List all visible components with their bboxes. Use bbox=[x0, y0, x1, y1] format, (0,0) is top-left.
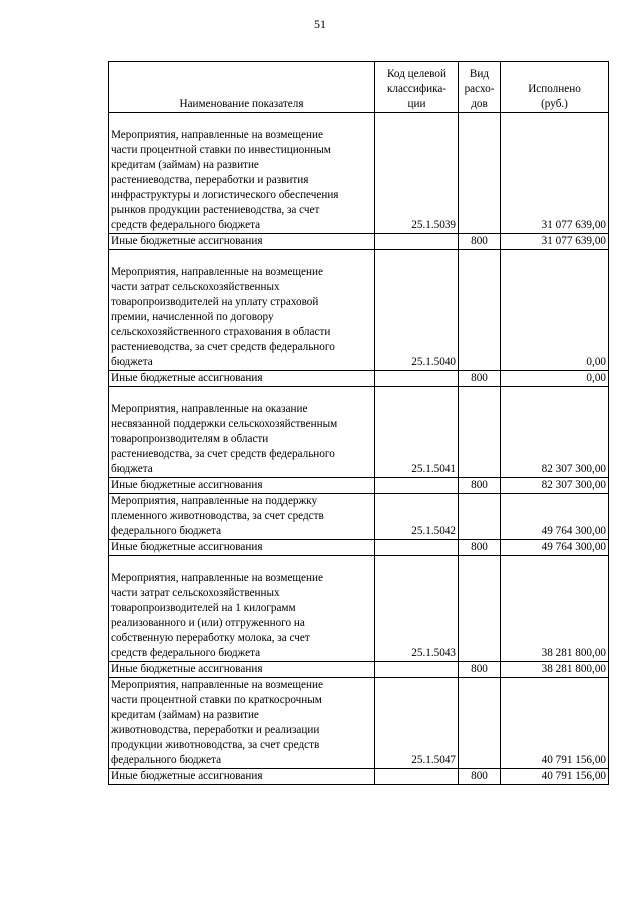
indicator-name-line: бюджета bbox=[111, 463, 153, 475]
indicator-name-line: Мероприятия, направленные на возмещение bbox=[111, 572, 323, 584]
target-code-cell bbox=[375, 662, 459, 678]
indicator-name-cell bbox=[109, 113, 375, 234]
indicator-name-line: средств федерального бюджета bbox=[111, 647, 261, 659]
indicator-name-line: части процентной ставки по инвестиционным bbox=[111, 144, 331, 156]
target-code-cell bbox=[375, 769, 459, 785]
target-code-cell: 25.1.5047 bbox=[375, 678, 459, 769]
indicator-name-line: Мероприятия, направленные на возмещение bbox=[111, 266, 323, 278]
indicator-name-line: собственную переработку молока, за счет bbox=[111, 632, 310, 644]
header-sum-line: (руб.) bbox=[541, 98, 568, 110]
indicator-name-line: товаропроизводителей на уплату страховой bbox=[111, 296, 319, 308]
table-header bbox=[109, 62, 609, 113]
target-code-cell: 25.1.5042 bbox=[375, 494, 459, 540]
header-name bbox=[109, 62, 375, 113]
header-code-line: Код целевой bbox=[387, 68, 446, 80]
indicator-name-line: части затрат сельскохозяйственных bbox=[111, 587, 280, 599]
executed-amount-cell: 82 307 300,00 bbox=[501, 478, 609, 494]
expense-type-cell: 800 bbox=[459, 234, 501, 250]
indicator-name-line: федерального бюджета bbox=[111, 525, 222, 537]
executed-amount-cell: 31 077 639,00 bbox=[501, 113, 609, 234]
indicator-name-line: продукции животноводства, за счет средств bbox=[111, 739, 320, 751]
measure-row bbox=[109, 678, 609, 769]
indicator-name-line: племенного животноводства, за счет средств bbox=[111, 510, 324, 522]
expense-type-cell: 800 bbox=[459, 478, 501, 494]
executed-amount-cell: 31 077 639,00 bbox=[501, 234, 609, 250]
indicator-name-cell bbox=[109, 478, 375, 494]
target-code-cell: 25.1.5040 bbox=[375, 250, 459, 371]
header-type bbox=[459, 62, 501, 113]
executed-amount-cell: 49 764 300,00 bbox=[501, 494, 609, 540]
executed-amount-cell: 38 281 800,00 bbox=[501, 556, 609, 662]
other-assignments-row bbox=[109, 662, 609, 678]
header-code-line: ции bbox=[407, 98, 426, 110]
budget-table bbox=[108, 61, 609, 785]
target-code-cell bbox=[375, 540, 459, 556]
measure-row bbox=[109, 556, 609, 662]
target-code-cell: 25.1.5041 bbox=[375, 387, 459, 478]
indicator-name-cell bbox=[109, 662, 375, 678]
indicator-name-cell bbox=[109, 769, 375, 785]
expense-type-cell bbox=[459, 678, 501, 769]
indicator-name-line: кредитам (займам) на развитие bbox=[111, 709, 259, 721]
expense-type-cell: 800 bbox=[459, 662, 501, 678]
expense-type-cell bbox=[459, 250, 501, 371]
header-sum-line: Исполнено bbox=[528, 83, 581, 95]
indicator-name-cell bbox=[109, 371, 375, 387]
indicator-name-line: рынков продукции растениеводства, за счет bbox=[111, 204, 320, 216]
target-code-cell bbox=[375, 234, 459, 250]
expense-type-cell bbox=[459, 387, 501, 478]
indicator-name-line: сельскохозяйственного страхования в области bbox=[111, 326, 331, 338]
header-name-line: Наименование показателя bbox=[179, 98, 304, 110]
indicator-name-line: Иные бюджетные ассигнования bbox=[111, 541, 263, 553]
other-assignments-row bbox=[109, 478, 609, 494]
indicator-name-cell bbox=[109, 540, 375, 556]
expense-type-cell: 800 bbox=[459, 371, 501, 387]
executed-amount-cell: 82 307 300,00 bbox=[501, 387, 609, 478]
indicator-name-line: Иные бюджетные ассигнования bbox=[111, 663, 263, 675]
target-code-cell bbox=[375, 478, 459, 494]
indicator-name-line: Мероприятия, направленные на оказание bbox=[111, 403, 308, 415]
executed-amount-cell: 38 281 800,00 bbox=[501, 662, 609, 678]
header-code bbox=[375, 62, 459, 113]
indicator-name-line: средств федерального бюджета bbox=[111, 219, 261, 231]
target-code-cell: 25.1.5043 bbox=[375, 556, 459, 662]
indicator-name-line: инфраструктуры и логистического обеспечения bbox=[111, 189, 339, 201]
indicator-name-line: Иные бюджетные ассигнования bbox=[111, 770, 263, 782]
expense-type-cell: 800 bbox=[459, 540, 501, 556]
expense-type-cell bbox=[459, 494, 501, 540]
indicator-name-line: растениеводства, за счет средств федерального bbox=[111, 341, 335, 353]
executed-amount-cell: 40 791 156,00 bbox=[501, 769, 609, 785]
indicator-name-cell bbox=[109, 494, 375, 540]
header-sum bbox=[501, 62, 609, 113]
measure-row bbox=[109, 250, 609, 371]
table-body bbox=[109, 113, 609, 785]
indicator-name-line: растениеводства, за счет средств федерального bbox=[111, 448, 335, 460]
executed-amount-cell: 0,00 bbox=[501, 371, 609, 387]
indicator-name-line: Иные бюджетные ассигнования bbox=[111, 479, 263, 491]
indicator-name-line: товаропроизводителей на 1 килограмм bbox=[111, 602, 296, 614]
indicator-name-line: растениеводства, переработки и развития bbox=[111, 174, 309, 186]
other-assignments-row bbox=[109, 234, 609, 250]
indicator-name-line: Мероприятия, направленные на возмещение bbox=[111, 679, 323, 691]
indicator-name-line: Иные бюджетные ассигнования bbox=[111, 235, 263, 247]
indicator-name-line: товаропроизводителям в области bbox=[111, 433, 269, 445]
header-code-line: классифика- bbox=[386, 83, 447, 95]
executed-amount-cell: 0,00 bbox=[501, 250, 609, 371]
indicator-name-line: части процентной ставки по краткосрочным bbox=[111, 694, 322, 706]
expense-type-cell bbox=[459, 113, 501, 234]
indicator-name-line: премии, начисленной по договору bbox=[111, 311, 274, 323]
indicator-name-cell bbox=[109, 250, 375, 371]
measure-row bbox=[109, 113, 609, 234]
header-type-line: расхо- bbox=[464, 83, 495, 95]
indicator-name-cell bbox=[109, 678, 375, 769]
indicator-name-cell bbox=[109, 556, 375, 662]
header-type-line: дов bbox=[471, 98, 488, 110]
expense-type-cell: 800 bbox=[459, 769, 501, 785]
other-assignments-row bbox=[109, 371, 609, 387]
indicator-name-cell bbox=[109, 234, 375, 250]
indicator-name-line: реализованного и (или) отгруженного на bbox=[111, 617, 305, 629]
indicator-name-line: федерального бюджета bbox=[111, 754, 222, 766]
target-code-cell bbox=[375, 371, 459, 387]
measure-row bbox=[109, 494, 609, 540]
other-assignments-row bbox=[109, 540, 609, 556]
expense-type-cell bbox=[459, 556, 501, 662]
executed-amount-cell: 40 791 156,00 bbox=[501, 678, 609, 769]
measure-row bbox=[109, 387, 609, 478]
indicator-name-line: Иные бюджетные ассигнования bbox=[111, 372, 263, 384]
indicator-name-line: животноводства, переработки и реализации bbox=[111, 724, 320, 736]
indicator-name-line: Мероприятия, направленные на возмещение bbox=[111, 129, 323, 141]
indicator-name-line: несвязанной поддержки сельскохозяйственным bbox=[111, 418, 338, 430]
indicator-name-line: Мероприятия, направленные на поддержку bbox=[111, 495, 318, 507]
header-row bbox=[109, 62, 609, 113]
other-assignments-row bbox=[109, 769, 609, 785]
indicator-name-line: кредитам (займам) на развитие bbox=[111, 159, 259, 171]
indicator-name-cell bbox=[109, 387, 375, 478]
indicator-name-line: бюджета bbox=[111, 356, 153, 368]
target-code-cell: 25.1.5039 bbox=[375, 113, 459, 234]
header-type-line: Вид bbox=[469, 68, 490, 80]
executed-amount-cell: 49 764 300,00 bbox=[501, 540, 609, 556]
page-number: 51 bbox=[314, 17, 326, 31]
indicator-name-line: части затрат сельскохозяйственных bbox=[111, 281, 280, 293]
